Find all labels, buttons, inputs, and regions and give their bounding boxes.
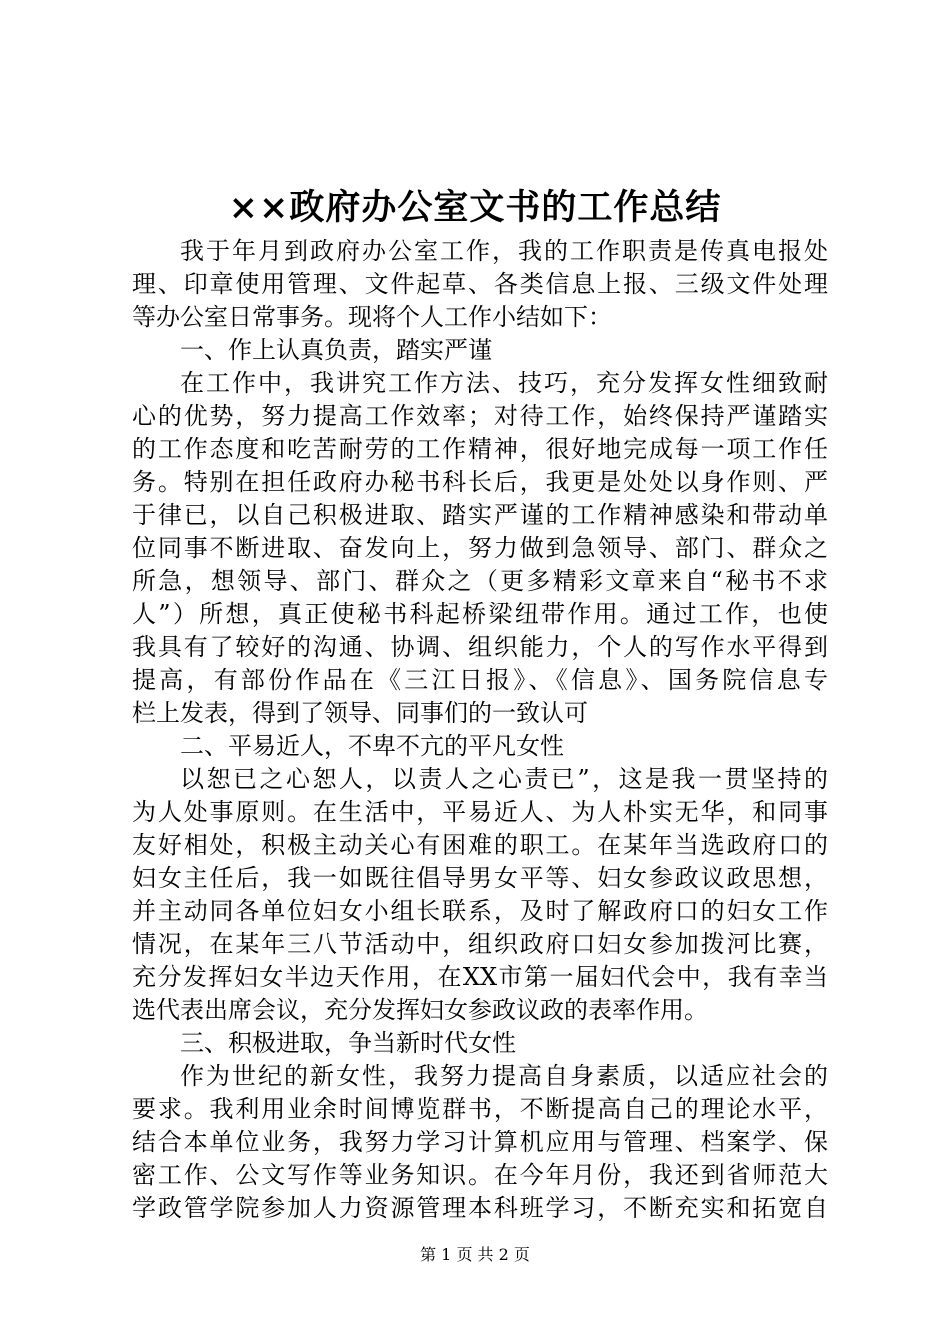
- text-line: 人”）所想，真正使秘书科起桥梁纽带作用。通过工作，也使: [132, 600, 828, 628]
- text-line: 结合本单位业务，我努力学习计算机应用与管理、档案学、保: [132, 1128, 828, 1156]
- text-line: 要求。我利用业余时间博览群书，不断提高自己的理论水平，: [132, 1095, 828, 1123]
- text-line: 选代表出席会议，充分发挥妇女参政议政的表率作用。: [132, 996, 708, 1024]
- text-line: 理、印章使用管理、文件起草、各类信息上报、三级文件处理: [132, 270, 828, 298]
- text-line: 我于年月到政府办公室工作，我的工作职责是传真电报处: [180, 237, 828, 265]
- text-line: 充分发挥妇女半边天作用，在XX市第一届妇代会中，我有幸当: [132, 963, 828, 991]
- page-footer: 第 1 页 共 2 页: [420, 1245, 530, 1264]
- text-line: 的工作态度和吃苦耐劳的工作精神，很好地完成每一项工作任: [132, 435, 828, 463]
- text-line: 栏上发表，得到了领导、同事们的一致认可: [132, 699, 588, 727]
- text-line: 务。特别在担任政府办秘书科长后，我更是处处以身作则、严: [132, 468, 828, 496]
- text-line: 我具有了较好的沟通、协调、组织能力，个人的写作水平得到: [132, 633, 828, 661]
- text-line: 位同事不断进取、奋发向上，努力做到急领导、部门、群众之: [132, 534, 828, 562]
- text-line: 二、平易近人，不卑不亢的平凡女性: [180, 732, 564, 760]
- text-line: 以恕已之心恕人，以责人之心责已”，这是我一贯坚持的: [180, 765, 828, 793]
- text-line: 学政管学院参加人力资源管理本科班学习，不断充实和拓宽自: [132, 1194, 828, 1222]
- text-line: 心的优势，努力提高工作效率；对待工作，始终保持严谨踏实: [132, 402, 828, 430]
- document-body: [132, 235, 828, 1225]
- text-line: 密工作、公文写作等业务知识。在今年月份，我还到省师范大: [132, 1161, 828, 1189]
- text-line: 提高，有部份作品在《三江日报》、《信息》、国务院信息专: [132, 666, 828, 694]
- text-line: 三、积极进取，争当新时代女性: [180, 1029, 516, 1057]
- text-line: 友好相处，积极主动关心有困难的职工。在某年当选政府口的: [132, 831, 828, 859]
- text-line: 并主动同各单位妇女小组长联系，及时了解政府口的妇女工作: [132, 897, 828, 925]
- text-line: 情况，在某年三八节活动中，组织政府口妇女参加拨河比赛，: [132, 930, 828, 958]
- text-line: 作为世纪的新女性，我努力提高自身素质，以适应社会的: [180, 1062, 828, 1090]
- text-line: 妇女主任后，我一如既往倡导男女平等、妇女参政议政思想，: [132, 864, 828, 892]
- document-title: ××政府办公室文书的工作总结: [228, 187, 722, 228]
- text-line: 在工作中，我讲究工作方法、技巧，充分发挥女性细致耐: [180, 369, 828, 397]
- text-line: 为人处事原则。在生活中，平易近人、为人朴实无华，和同事: [132, 798, 828, 826]
- text-line: 等办公室日常事务。现将个人工作小结如下：: [132, 303, 612, 331]
- text-line: 一、作上认真负责，踏实严谨: [180, 336, 492, 364]
- text-line: 所急，想领导、部门、群众之（更多精彩文章来自“秘书不求: [132, 567, 828, 595]
- text-line: 于律已，以自己积极进取、踏实严谨的工作精神感染和带动单: [132, 501, 828, 529]
